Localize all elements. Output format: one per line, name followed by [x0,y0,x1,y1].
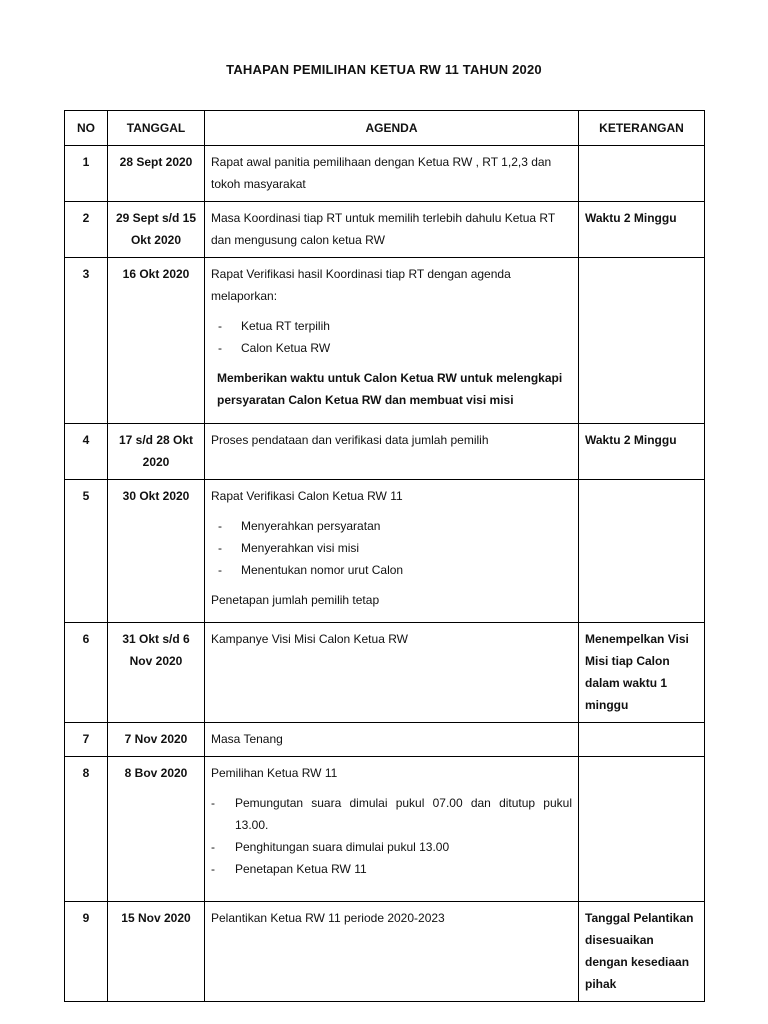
row-agenda: Proses pendataan dan verifikasi data jumlah pemilih [205,424,579,480]
list-item: - Menyerahkan persyaratan [211,515,572,537]
list-item: - Ketua RT terpilih [211,315,572,337]
row-agenda [205,757,579,902]
row-keterangan: Tanggal Pelantikan disesuaikan dengan kesediaan pihak [579,902,705,1002]
row-keterangan: Waktu 2 Minggu [579,424,705,480]
table-row [65,258,705,424]
row-number: 5 [65,480,108,623]
header-no: NO [65,111,108,146]
row-number: 8 [65,757,108,902]
row-date: 30 Okt 2020 [108,480,205,623]
list-item: - Calon Ketua RW [211,337,572,359]
row-agenda [205,480,579,623]
header-agenda: AGENDA [205,111,579,146]
table-row [65,623,705,723]
row-date: 16 Okt 2020 [108,258,205,424]
row-keterangan [579,757,705,902]
list-item: - Penghitungan suara dimulai pukul 13.00 [211,836,572,858]
table-row [65,424,705,480]
row-agenda: Masa Tenang [205,723,579,757]
row-date: 31 Okt s/d 6 Nov 2020 [108,623,205,723]
row-date: 17 s/d 28 Okt 2020 [108,424,205,480]
agenda-note: Memberikan waktu untuk Calon Ketua RW untuk melengkapi persyaratan Calon Ketua RW dan membuat visi misi [217,371,563,407]
row-number: 2 [65,202,108,258]
row-keterangan [579,480,705,623]
row-date: 7 Nov 2020 [108,723,205,757]
agenda-text: Rapat Verifikasi hasil Koordinasi tiap RT dengan agenda melaporkan: [211,267,511,303]
schedule-table [64,110,705,1002]
row-number: 4 [65,424,108,480]
table-row [65,757,705,902]
agenda-list [211,515,572,581]
list-item: - Menentukan nomor urut Calon [211,559,572,581]
row-keterangan [579,146,705,202]
row-agenda: Rapat awal panitia pemilihaan dengan Ketua RW , RT 1,2,3 dan tokoh masyarakat [205,146,579,202]
table-row [65,902,705,1002]
row-date: 8 Bov 2020 [108,757,205,902]
row-keterangan [579,258,705,424]
agenda-text: Pemilihan Ketua RW 11 [211,766,338,780]
row-date: 28 Sept 2020 [108,146,205,202]
row-agenda: Pelantikan Ketua RW 11 periode 2020-2023 [205,902,579,1002]
table-row [65,202,705,258]
row-number: 7 [65,723,108,757]
row-agenda [205,258,579,424]
agenda-list [211,792,572,880]
agenda-list [211,315,572,359]
list-item: - Menyerahkan visi misi [211,537,572,559]
row-date: 29 Sept s/d 15 Okt 2020 [108,202,205,258]
document-title: TAHAPAN PEMILIHAN KETUA RW 11 TAHUN 2020 [226,62,542,77]
table-row [65,480,705,623]
row-keterangan [579,723,705,757]
row-agenda: Masa Koordinasi tiap RT untuk memilih terlebih dahulu Ketua RT dan mengusung calon ketua RW [205,202,579,258]
row-keterangan: Menempelkan Visi Misi tiap Calon dalam waktu 1 minggu [579,623,705,723]
list-item: - Penetapan Ketua RW 11 [211,858,572,880]
agenda-text: Rapat Verifikasi Calon Ketua RW 11 [211,489,403,503]
row-keterangan: Waktu 2 Minggu [579,202,705,258]
table-header-row [65,111,705,146]
row-number: 3 [65,258,108,424]
row-agenda: Kampanye Visi Misi Calon Ketua RW [205,623,579,723]
header-tanggal: TANGGAL [108,111,205,146]
list-item: - Pemungutan suara dimulai pukul 07.00 dan ditutup pukul 13.00. [211,792,572,836]
agenda-note: Penetapan jumlah pemilih tetap [211,593,380,607]
row-number: 1 [65,146,108,202]
header-keterangan: KETERANGAN [579,111,705,146]
table-row [65,723,705,757]
table-row [65,146,705,202]
row-number: 6 [65,623,108,723]
row-date: 15 Nov 2020 [108,902,205,1002]
row-number: 9 [65,902,108,1002]
